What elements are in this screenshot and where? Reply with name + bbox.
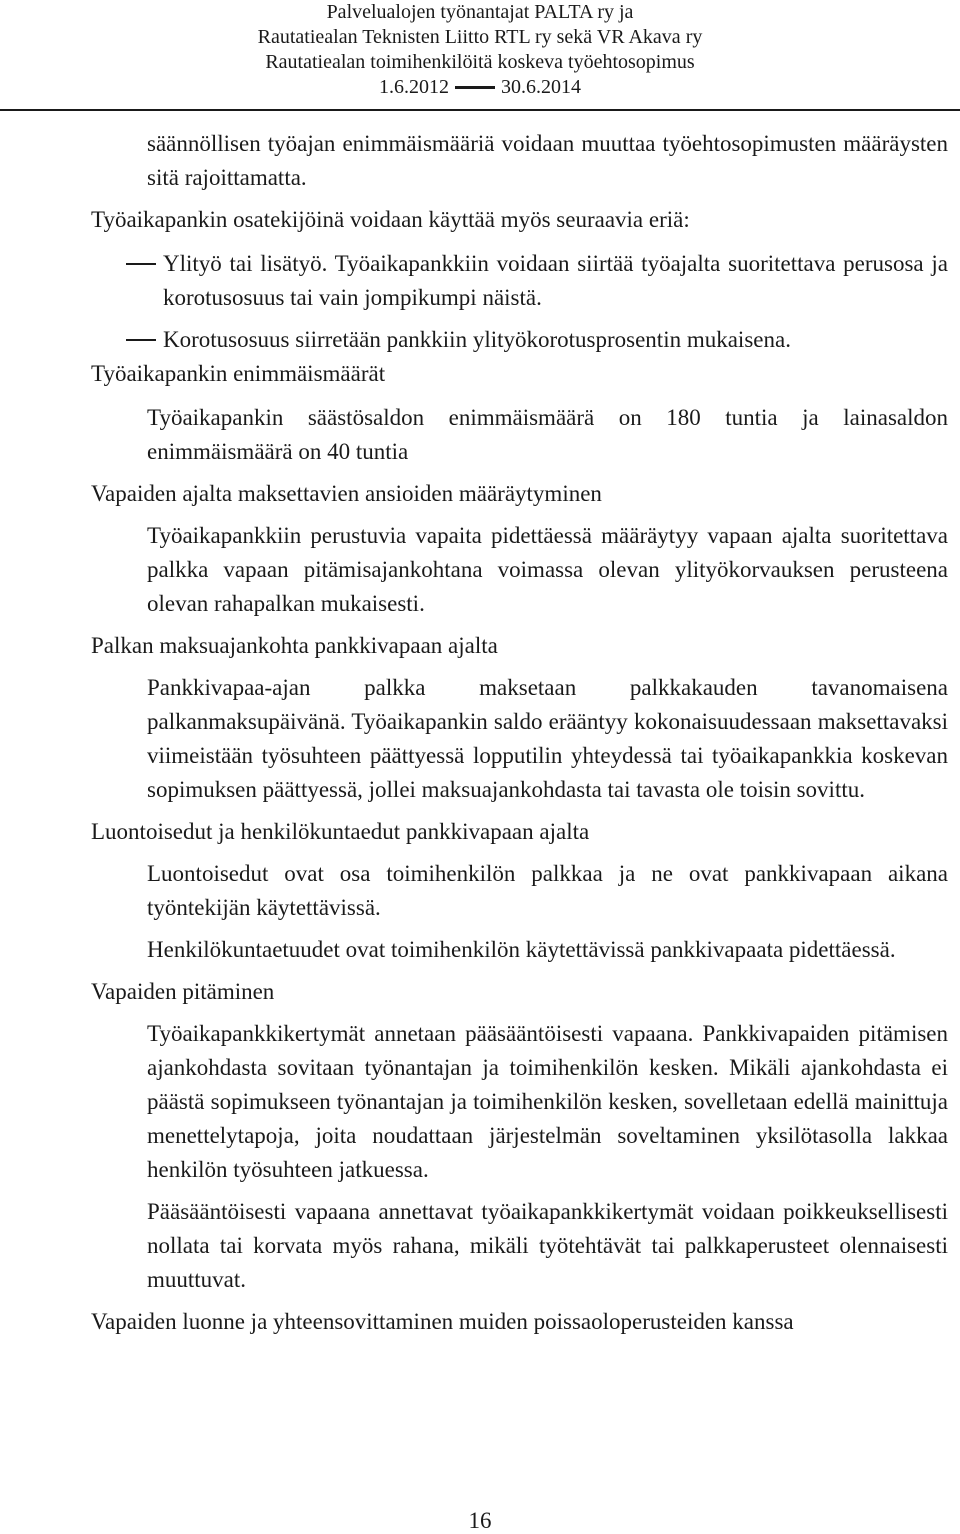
validity-start-date: 1.6.2012 [379, 76, 449, 98]
paragraph-staff-benefits: Henkilökuntaetuudet ovat toimihenkilön käytettävissä pankkivapaata pidettäessä. [147, 937, 896, 962]
section-heading-benefits: Luontoisedut ja henkilökuntaedut pankkivapaan ajalta [91, 819, 590, 844]
section-heading-payment-date: Palkan maksuajankohta pankkivapaan ajalta [91, 633, 498, 658]
list-item-text: Korotusosuus siirretään pankkiin ylityökorotusprosentin mukaisena. [163, 327, 791, 352]
section-heading-limits: Työaikapankin enimmäismäärät [91, 361, 386, 386]
header-agreement-title: Rautatiealan toimihenkilöitä koskeva työehtosopimus [265, 51, 695, 73]
dash-bullet-icon [126, 263, 156, 265]
page-header [0, 0, 960, 108]
paragraph-taking-leave: Työaikapankkikertymät annetaan pääsääntöisesti vapaana. Pankkivapaiden pitämisen ajankohdasta sovitaan työnantajan ja toimihenkilön kesken. Mikäli ajankohdasta ei päästä sopimukseen työnantajan ja toimihenkilön kesken, sovelletaan edellä mainittuja menettelytapoja, joita noudattaan järjestelmän soveltaminen yksilötasolla lakkaa henkilön työsuhteen jatkuessa. [147, 1021, 948, 1182]
list-item-premium [0, 323, 960, 357]
paragraph-cash-compensation: Pääsääntöisesti vapaana annettavat työaikapankkikertymät voidaan poikkeuksellisesti nollata tai korvata myös rahana, mikäli työtehtävät tai palkkaperusteet olennaisesti muuttuvat. [147, 1199, 948, 1292]
paragraph-components-intro: Työaikapankin osatekijöinä voidaan käyttää myös seuraavia eriä: [91, 207, 690, 232]
header-validity-period [0, 75, 960, 100]
paragraph-continued: säännöllisen työajan enimmäismääriä voidaan muuttaa työehtosopimusten määräysten sitä rajoittamatta. [147, 131, 948, 190]
paragraph-limits: Työaikapankin säästösaldon enimmäismäärä on 180 tuntia ja lainasaldon enimmäismäärä on 40 tuntia [147, 405, 948, 464]
validity-end-date: 30.6.2014 [501, 76, 581, 98]
list-item-overtime [0, 247, 960, 315]
header-divider [0, 109, 960, 111]
dash-bullet-icon [126, 339, 156, 341]
header-parties-line-2: Rautatiealan Teknisten Liitto RTL ry sekä VR Akava ry [257, 26, 703, 48]
date-range-dash [455, 86, 495, 89]
paragraph-earnings: Työaikapankkiin perustuvia vapaita pidettäessä määräytyy vapaan ajalta suoritettava palkka vapaan pitämisajankohtana voimassa olevan ylityökorvauksen perusteena olevan rahapalkan mukaisesti. [147, 523, 948, 616]
document-body [0, 127, 960, 1339]
section-heading-coordination: Vapaiden luonne ja yhteensovittaminen muiden poissaoloperusteiden kanssa [91, 1309, 794, 1334]
header-parties-line-1: Palvelualojen työnantajat PALTA ry ja [326, 1, 634, 23]
section-heading-taking-leave: Vapaiden pitäminen [91, 979, 275, 1004]
paragraph-payment-date: Pankkivapaa-ajan palkka maksetaan palkkakauden tavanomaisena palkanmaksupäivänä. Työaikapankin saldo erääntyy kokonaisuudessaan maksettavaksi viimeistään työsuhteen päättyessä lopputilin yhteydessä tai työaikapankkia koskevan sopimuksen päättyessä, jollei maksuajankohdasta tai tavasta ole toisin sovittu. [147, 675, 948, 802]
page-number: 16 [468, 1508, 492, 1533]
paragraph-benefits-in-kind: Luontoisedut ovat osa toimihenkilön palkkaa ja ne ovat pankkivapaan aikana työntekijän käytettävissä. [147, 861, 948, 920]
section-heading-earnings: Vapaiden ajalta maksettavien ansioiden määräytyminen [91, 481, 602, 506]
list-item-text: Ylityö tai lisätyö. Työaikapankkiin voidaan siirtää työajalta suoritettava perusosa ja korotusosuus tai vain jompikumpi näistä. [163, 251, 948, 310]
